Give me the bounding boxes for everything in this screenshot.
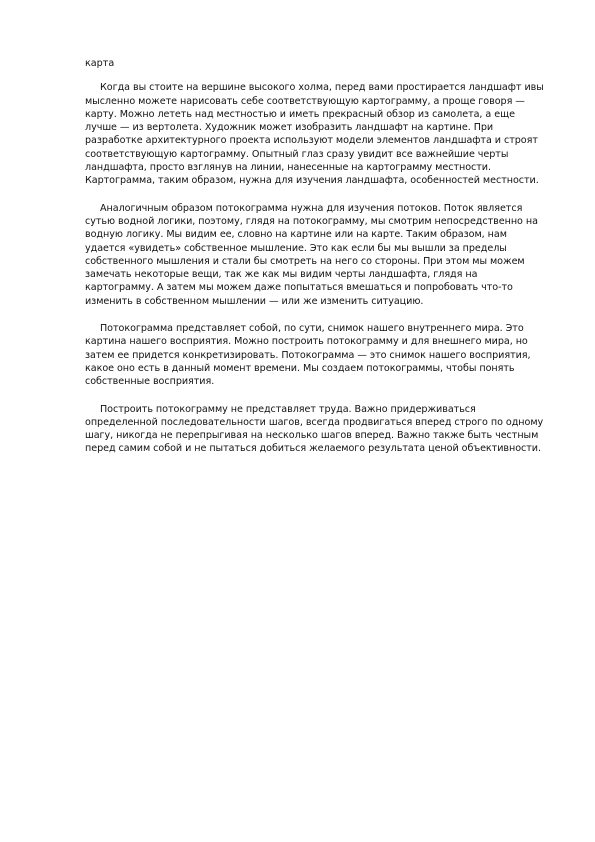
paragraph-1: Когда вы стоите на вершине высокого холма, перед вами простирается ландшафт ивы мысленно можете нарисовать себе соответствующую картограмму, а проще говоря — карту. Можно лететь над местностью и иметь прекрасный обзор из самолета, а еще лучше — из вертолета. Художник может изобразить ландшафт на картине. При разработке архитектурного проекта используют модели элементов ландшафта и строят соответствующую картограмму. Опытный глаз сразу увидит все важнейшие черты ландшафта, просто взглянув на линии, нанесенные на картограмму местности. Картограмма, таким образом, нужна для изучения ландшафта, особенностей местности. (85, 82, 544, 187)
document-heading: карта (85, 58, 115, 69)
paragraph-3: Потокограмма представляет собой, по сути, снимок нашего внутреннего мира. Это картина нашего восприятия. Можно построить потокограмму и для внешнего мира, но затем ее придется конкретизировать. Потокограмма — это снимок нашего восприятия, какое оно есть в данный момент времени. Мы создаем потокограммы, чтобы понять собственные восприятия. (85, 323, 531, 388)
paragraph-2: Аналогичным образом потокограмма нужна для изучения потоков. Поток является сутью водной логики, поэтому, глядя на потокограмму, мы смотрим непосредственно на водную логику. Мы видим ее, словно на картине или на карте. Таким образом, нам удается «увидеть» собственное мышление. Это как если бы мы вышли за пределы собственного мышления и стали бы смотреть на него со стороны. При этом мы можем замечать некоторые вещи, так же как мы видим черты ландшафта, глядя на картограмму. А затем мы можем даже попытаться вмешаться и попробовать что-то изменить в собственном мышлении — или же изменить ситуацию. (85, 202, 538, 307)
paragraph-4: Построить потокограмму не представляет труда. Важно придерживаться определенной последовательности шагов, всегда продвигаться вперед строго по одному шагу, никогда не перепрыгивая на несколько шагов вперед. Важно также быть честным перед самим собой и не пытаться добиться желаемого результата ценой объективности. (85, 403, 544, 455)
document-body (85, 57, 545, 470)
